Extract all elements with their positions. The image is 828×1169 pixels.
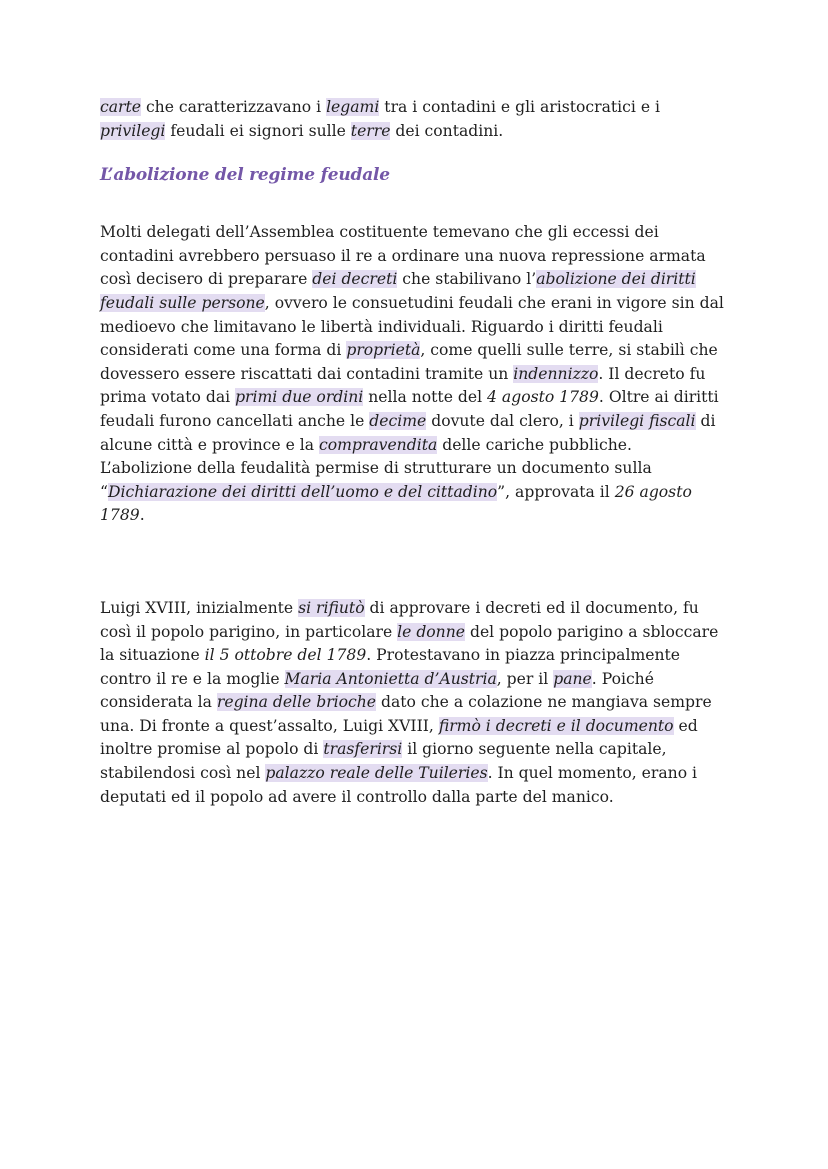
- highlight-primi-due-ordini: primi due ordini: [235, 388, 364, 407]
- text-span: . Il decreto fu prima votato dai: [100, 364, 706, 407]
- highlight-decime: decime: [369, 411, 427, 430]
- text-span: Luigi XVIII, inizialmente: [100, 598, 299, 617]
- highlight-si-rifiuto: si rifiutò: [298, 598, 365, 617]
- text-span: dato che a colazione ne mangiava sempre una. Di fronte a quest’assalto, Luigi XVIII,: [100, 693, 712, 735]
- highlight-privilegi-fiscali: privilegi fiscali: [578, 411, 696, 430]
- highlight-firmo-decreti: firmò i decreti e il documento: [438, 716, 674, 735]
- paragraph-luigi: [100, 597, 730, 809]
- text-span: feudali ei signori sulle: [165, 121, 351, 140]
- highlight-pane: pane: [553, 669, 592, 688]
- date-26-agosto: 26 agosto 1789: [100, 482, 692, 525]
- text-span: , per il: [496, 669, 554, 688]
- highlight-abolizione-diritti: abolizione dei diritti feudali sulle persone: [100, 270, 696, 312]
- text-span: il giorno seguente nella capitale, stabilendosi così nel: [100, 740, 667, 783]
- text-span: ed inoltre promise al popolo di: [100, 716, 698, 759]
- section-heading: L’abolizione del regime feudale: [100, 165, 390, 186]
- text-span: . Poiché considerata la: [100, 669, 654, 712]
- text-span: dovute dal clero, i: [426, 411, 579, 430]
- text-span: tra i contadini e gli aristocratici e i: [379, 98, 660, 116]
- highlight-privilegi: privilegi: [100, 121, 166, 140]
- text-span: . In quel momento, erano i deputati ed il popolo ad avere il controllo dalla parte del manico.: [100, 764, 698, 806]
- text-span: del popolo parigino a sbloccare la situazione: [100, 622, 719, 665]
- date-4-agosto: 4 agosto 1789: [487, 388, 599, 407]
- text-span: che caratterizzavano i: [140, 98, 327, 116]
- highlight-proprieta: proprietà: [346, 341, 421, 360]
- text-span: di alcune città e province e la: [100, 411, 716, 454]
- highlight-carte: carte: [100, 98, 141, 116]
- text-span: .: [139, 506, 145, 525]
- date-5-ottobre: il 5 ottobre del 1789: [204, 646, 367, 665]
- text-span: dei contadini.: [390, 121, 504, 140]
- highlight-maria-antonietta: Maria Antonietta d’Austria: [284, 669, 497, 688]
- highlight-le-donne: le donne: [397, 622, 465, 641]
- highlight-trasferirsi: trasferirsi: [323, 740, 403, 759]
- text-span: . Protestavano in piazza principalmente contro il re e la moglie: [100, 646, 681, 688]
- text-span: L’abolizione della feudalità permise di strutturare un documento sulla “: [100, 459, 652, 501]
- highlight-tuileries: palazzo reale delle Tuileries: [265, 764, 488, 783]
- text-span: nella notte del: [363, 388, 488, 407]
- text-span: , ovvero le consuetudini feudali che erani in vigore sin dal medioevo che limitavano le libertà individuali. Riguardo i diritti feudali considerati come una forma di: [100, 293, 724, 360]
- text-span: . Oltre ai diritti feudali furono cancellati anche le: [100, 388, 719, 430]
- highlight-legami: legami: [326, 98, 380, 116]
- highlight-dichiarazione: Dichiarazione dei diritti dell’uomo e del cittadino: [107, 482, 498, 501]
- text-span: di approvare i decreti ed il documento, fu così il popolo parigino, in particolare: [100, 598, 699, 641]
- highlight-decreti: dei decreti: [312, 270, 398, 289]
- highlight-terre: terre: [350, 121, 391, 140]
- text-span: delle cariche pubbliche.: [437, 435, 632, 454]
- highlight-indennizzo: indennizzo: [513, 364, 599, 383]
- text-span: Molti delegati dell’Assemblea costituente temevano che gli eccessi dei contadini avrebbero persuaso il re a ordinare una nuova repressione armata così decisero di preparare: [100, 223, 706, 289]
- intro-paragraph: [100, 96, 730, 143]
- document-body: [100, 96, 730, 809]
- text-span: , come quelli sulle terre, si stabilì che dovessero essere riscattati dai contadini tramite un: [100, 341, 718, 383]
- text-span: ”, approvata il: [497, 482, 615, 501]
- highlight-regina-brioche: regina delle brioche: [216, 693, 377, 712]
- paragraph-abolizione: [100, 221, 730, 528]
- highlight-compravendita: compravendita: [319, 435, 438, 454]
- text-span: che stabilivano l’: [397, 270, 537, 289]
